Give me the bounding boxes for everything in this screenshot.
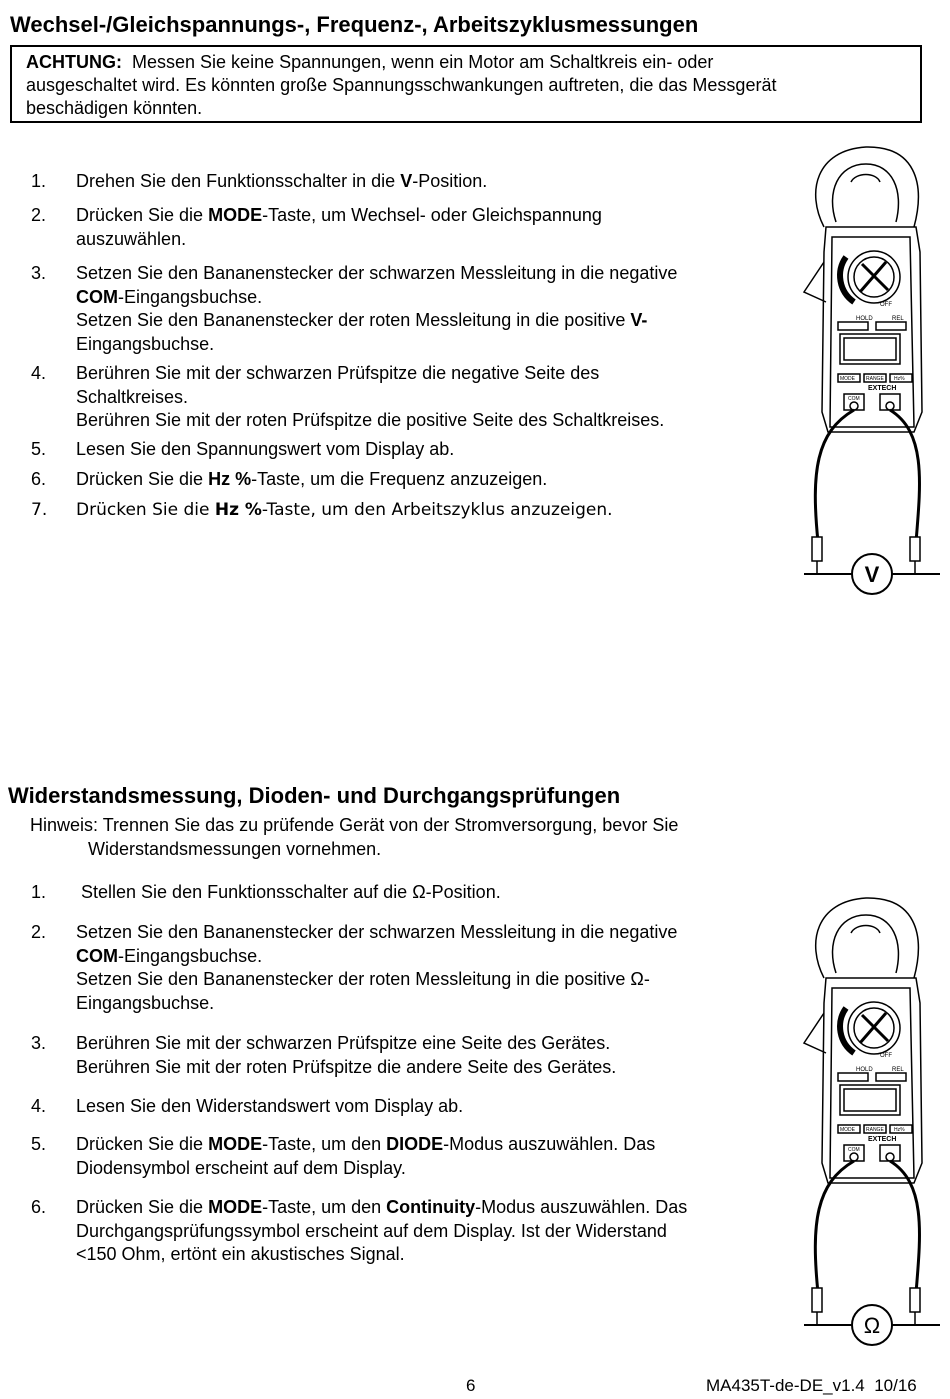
step-7: 7. Drücken Sie die Hz %-Taste, um den Arbeitszyklus anzuzeigen.: [31, 500, 613, 520]
svg-text:RANGE: RANGE: [866, 1127, 884, 1133]
svg-text:EXTECH: EXTECH: [868, 1136, 897, 1143]
meter-symbol-ohm: Ω: [863, 1313, 881, 1338]
section2-title: Widerstandsmessung, Dioden- und Durchgangsprüfungen: [8, 783, 621, 808]
meter-symbol-v: V: [864, 562, 880, 587]
doc-id: MA435T-de-DE_v1.4 10/16: [706, 1376, 917, 1395]
warning-text-2: ausgeschaltet wird. Es könnten große Spannungsschwankungen auftreten, die das Messgerät: [26, 75, 777, 95]
warning-text-3: beschädigen könnten.: [26, 98, 203, 118]
svg-text:COM: COM: [848, 1147, 860, 1153]
step2-6: 6. Drücken Sie die MODE-Taste, um den Continuity-Modus auszuwählen. Das Durchgangsprüfungssymbol erscheint auf dem Display. Ist der Widerstand <150 Ohm, ertönt ein akustisches Signal.: [31, 1197, 688, 1264]
step-4: 4. Berühren Sie mit der schwarzen Prüfspitze die negative Seite des Schaltkreises. Berühren Sie mit der roten Prüfspitze die positive Seite des Schaltkreises.: [31, 363, 665, 430]
svg-text:MODE: MODE: [840, 1127, 855, 1133]
clamp-meter-illustration-voltage: [796, 142, 946, 602]
step-5: 5. Lesen Sie den Spannungswert vom Display ab.: [31, 439, 455, 459]
svg-text:OFF: OFF: [880, 1053, 892, 1059]
step2-2: 2. Setzen Sie den Bananenstecker der schwarzen Messleitung in die negative COM-Eingangsbuchse. Setzen Sie den Bananenstecker der roten Messleitung in die positive Ω- Eingangsbuchse.: [31, 922, 678, 1013]
step-1: 1. Drehen Sie den Funktionsschalter in die V-Position.: [31, 171, 488, 191]
step2-5: 5. Drücken Sie die MODE-Taste, um den DIODE-Modus auszuwählen. Das Diodensymbol erscheint auf dem Display.: [31, 1134, 656, 1178]
svg-text:REL: REL: [892, 316, 904, 322]
svg-text:MODE: MODE: [840, 376, 855, 382]
svg-text:EXTECH: EXTECH: [868, 385, 897, 392]
step-2: 2. Drücken Sie die MODE-Taste, um Wechsel- oder Gleichspannung auszuwählen.: [31, 205, 602, 249]
section2-note: Hinweis: Trennen Sie das zu prüfende Gerät von der Stromversorgung, bevor Sie Widerstandsmessungen vornehmen.: [30, 815, 679, 859]
svg-text:OFF: OFF: [880, 302, 892, 308]
step2-1: 1. Stellen Sie den Funktionsschalter auf die Ω-Position.: [31, 882, 501, 902]
svg-text:Hz%: Hz%: [894, 376, 905, 382]
section1-steps: [31, 170, 791, 530]
warning-label: ACHTUNG:: [26, 52, 122, 72]
svg-text:RANGE: RANGE: [866, 376, 884, 382]
section2-steps: [31, 881, 791, 1271]
warning-box: [10, 45, 922, 123]
svg-text:Hz%: Hz%: [894, 1127, 905, 1133]
step-3: 3. Setzen Sie den Bananenstecker der schwarzen Messleitung in die negative COM-Eingangsbuchse. Setzen Sie den Bananenstecker der roten Messleitung in die positive V- Eingangsbuchse.: [31, 263, 678, 354]
clamp-meter-illustration-resistance: [796, 893, 946, 1353]
page-number: 6: [466, 1376, 476, 1395]
step2-4: 4. Lesen Sie den Widerstandswert vom Display ab.: [31, 1096, 464, 1116]
step2-3: 3. Berühren Sie mit der schwarzen Prüfspitze eine Seite des Gerätes. Berühren Sie mit der roten Prüfspitze die andere Seite des Gerätes.: [31, 1033, 617, 1077]
step-6: 6. Drücken Sie die Hz %-Taste, um die Frequenz anzuzeigen.: [31, 469, 548, 489]
svg-text:COM: COM: [848, 396, 860, 402]
svg-text:HOLD: HOLD: [856, 316, 873, 322]
section1-title: Wechsel-/Gleichspannungs-, Frequenz-, Arbeitszyklusmessungen: [10, 12, 699, 37]
svg-text:HOLD: HOLD: [856, 1067, 873, 1073]
svg-text:REL: REL: [892, 1067, 904, 1073]
warning-text-1: Messen Sie keine Spannungen, wenn ein Motor am Schaltkreis ein- oder: [132, 52, 714, 72]
